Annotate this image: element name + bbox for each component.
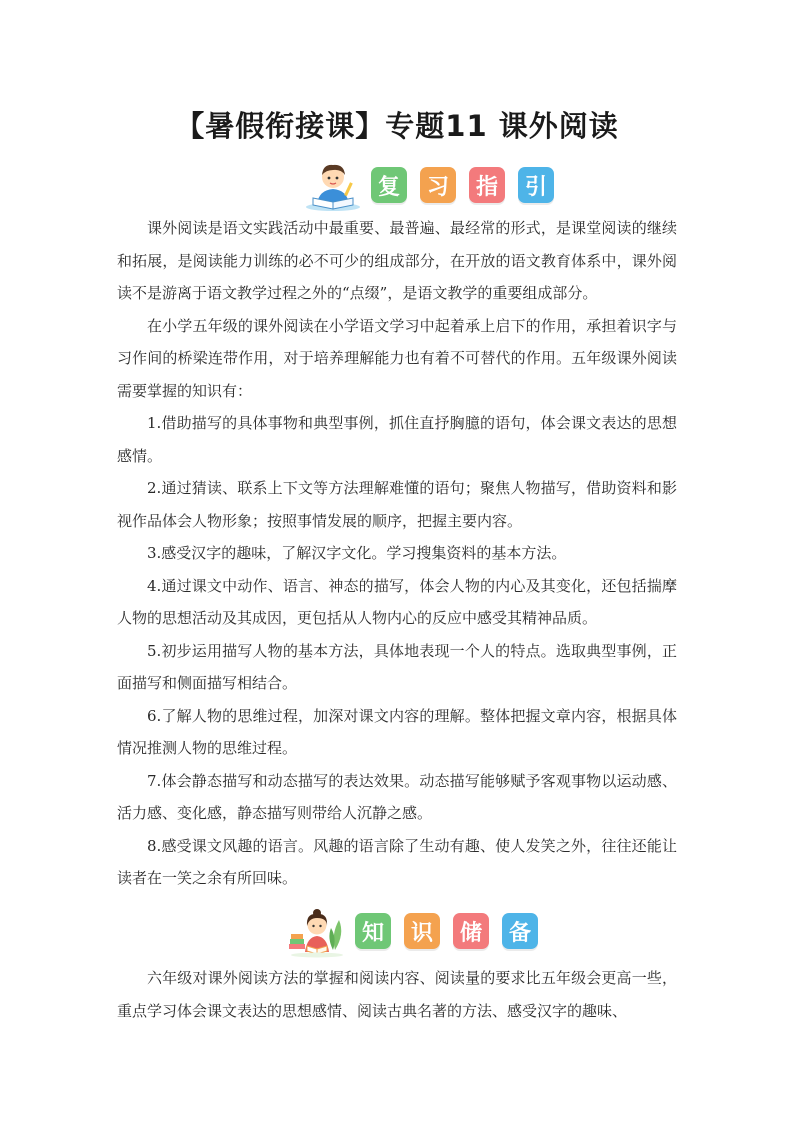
tile-char: 指 [469,167,505,203]
list-item: 1.借助描写的具体事物和典型事例，抓住直抒胸臆的语句，体会课文表达的思想感情。 [117,414,677,465]
section-header-review [303,158,554,212]
tile-char: 习 [420,167,456,203]
list-item: 5.初步运用描写人物的基本方法，具体地表现一个人的特点。选取典型事例，正面描写和侧面描写相结合。 [117,641,677,692]
tile-char: 储 [453,913,489,949]
page-title: 【暑假衔接课】专题11 课外阅读 [175,109,619,143]
tile-char: 引 [518,167,554,203]
paragraph: 课外阅读是语文实践活动中最重要、最普遍、最经常的形式，是课堂阅读的继续和拓展，是阅读能力训练的必不可少的组成部分，在开放的语文教育体系中，课外阅读不是游离于语文教学过程之外的“点缀”，是语文教学的重要组成部分。 [117,219,677,302]
list-item: 4.通过课文中动作、语言、神态的描写，体会人物的内心及其变化，还包括揣摩人物的思想活动及其成因，更包括从人物内心的反应中感受其精神品质。 [117,576,677,627]
section-header-knowledge [287,904,538,958]
girl-with-books-icon [287,904,347,958]
tile-char: 识 [404,913,440,949]
tile-char: 知 [355,913,391,949]
list-item: 2.通过猜读、联系上下文等方法理解难懂的语句；聚焦人物描写，借助资料和影视作品体会人物形象；按照事情发展的顺序，把握主要内容。 [117,479,677,530]
list-item: 6.了解人物的思维过程，加深对课文内容的理解。整体把握文章内容，根据具体情况推测人物的思维过程。 [117,706,677,757]
list-item: 8.感受课文风趣的语言。风趣的语言除了生动有趣、使人发笑之外，往往还能让读者在一笑之余有所回味。 [117,836,677,887]
list-item: 7.体会静态描写和动态描写的表达效果。动态描写能够赋予客观事物以运动感、活力感、变化感，静态描写则带给人沉静之感。 [117,771,677,822]
student-reading-icon [303,158,363,212]
paragraph: 六年级对课外阅读方法的掌握和阅读内容、阅读量的要求比五年级会更高一些，重点学习体会课文表达的思想感情、阅读古典名著的方法、感受汉字的趣味、 [117,969,677,1020]
knowledge-body [117,962,677,1027]
list-item: 3.感受汉字的趣味，了解汉字文化。学习搜集资料的基本方法。 [147,544,567,562]
paragraph: 在小学五年级的课外阅读在小学语文学习中起着承上启下的作用，承担着识字与习作间的桥梁连带作用，对于培养理解能力也有着不可替代的作用。五年级课外阅读需要掌握的知识有： [117,316,677,400]
tile-char: 备 [502,913,538,949]
tile-char: 复 [371,167,407,203]
review-body [117,212,677,895]
